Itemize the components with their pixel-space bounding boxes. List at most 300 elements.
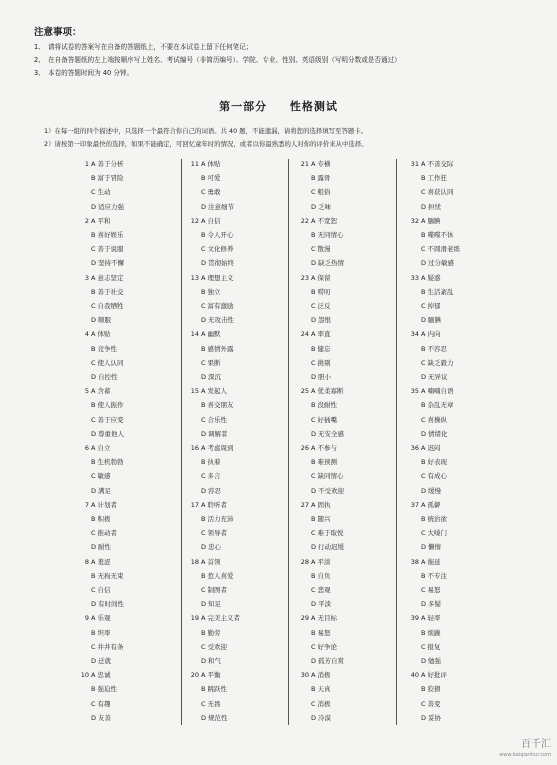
option-d — [78, 484, 178, 498]
question-number: 11 — [190, 160, 199, 168]
option-b — [408, 171, 508, 185]
option-letter: C — [91, 358, 96, 367]
option-letter: B — [311, 401, 316, 410]
question-number: 30 — [300, 671, 309, 680]
option-letter: D — [91, 202, 97, 211]
question-number: 6 — [84, 443, 89, 452]
option-d — [408, 200, 508, 214]
question-item — [78, 327, 178, 384]
option-letter: D — [91, 486, 97, 495]
option-letter: B — [201, 401, 206, 410]
option-text: 难于取悦 — [317, 529, 344, 538]
option-text: 无攻击性 — [208, 316, 235, 325]
option-letter: C — [421, 585, 426, 594]
option-letter: B — [201, 685, 206, 694]
option-d — [78, 540, 178, 554]
option-text: 平衡 — [207, 671, 221, 680]
option-b — [78, 342, 178, 356]
option-d — [78, 370, 178, 384]
option-letter: A — [91, 671, 96, 680]
option-letter: D — [421, 429, 427, 438]
option-a — [298, 214, 398, 228]
option-text: 无拘无束 — [97, 571, 124, 580]
option-letter: A — [421, 387, 426, 396]
question-number: 9 — [84, 614, 89, 623]
option-letter: C — [421, 358, 426, 367]
option-letter: D — [311, 600, 317, 609]
option-letter: D — [311, 372, 317, 381]
option-text: 好批评 — [427, 671, 447, 680]
option-letter: A — [201, 443, 206, 452]
option-text: 果断 — [207, 358, 221, 367]
question-item — [188, 668, 288, 725]
option-c — [298, 185, 398, 199]
option-a — [78, 271, 178, 285]
option-b — [298, 455, 398, 469]
option-b — [298, 682, 398, 696]
option-letter: B — [311, 571, 316, 580]
part-title — [0, 98, 557, 114]
option-letter: D — [421, 600, 427, 609]
option-b — [188, 342, 288, 356]
question-column — [408, 157, 508, 725]
option-text: 自信 — [97, 585, 111, 594]
question-item — [78, 157, 178, 214]
option-c — [188, 185, 288, 199]
option-d — [78, 427, 178, 441]
option-text: 难预测 — [317, 458, 337, 467]
option-text: 敏感 — [97, 472, 111, 481]
option-text: 活力充沛 — [207, 514, 234, 523]
option-d — [408, 711, 508, 725]
option-text: 无异议 — [428, 372, 448, 381]
option-d — [408, 313, 508, 327]
option-text: 不宽恕 — [317, 216, 337, 225]
option-a — [408, 271, 508, 285]
option-text: 含蓄 — [97, 387, 111, 396]
option-letter: D — [201, 486, 207, 495]
option-letter: C — [421, 415, 426, 424]
option-b — [188, 398, 288, 412]
option-text: 不参与 — [317, 443, 337, 452]
note-text: 请将试卷的答案写在自备的答题纸上，不要在本试卷上留下任何笔记； — [48, 43, 253, 51]
option-letter: A — [421, 216, 426, 225]
option-letter: C — [311, 358, 316, 367]
option-text: 自立 — [97, 443, 111, 452]
option-letter: C — [91, 188, 96, 197]
option-letter: C — [421, 301, 426, 310]
option-c — [78, 356, 178, 370]
option-text: 喜好娱乐 — [97, 230, 124, 239]
note-item — [34, 54, 534, 67]
option-text: 平淡 — [318, 600, 332, 609]
option-text: 深沉 — [208, 372, 222, 381]
option-text: 无畏 — [207, 699, 221, 708]
option-text: 腼腆 — [427, 216, 441, 225]
option-text: 首领 — [207, 557, 221, 566]
option-letter: B — [201, 514, 206, 523]
option-letter: B — [91, 458, 96, 467]
question-number: 5 — [84, 387, 89, 396]
option-text: 使人振作 — [97, 401, 124, 410]
option-text: 健忘 — [317, 344, 331, 353]
option-text: 和气 — [208, 656, 222, 665]
question-number: 8 — [84, 557, 89, 566]
option-a — [78, 555, 178, 569]
option-letter: D — [91, 429, 97, 438]
option-text: 喜交朋友 — [207, 401, 234, 410]
option-letter: A — [421, 671, 426, 680]
question-number: 13 — [190, 273, 199, 282]
option-letter: D — [201, 656, 207, 665]
option-text: 考虑周到 — [207, 443, 234, 452]
notes-title: 注意事项： — [34, 27, 82, 38]
option-d — [188, 654, 288, 668]
option-letter: B — [311, 174, 316, 183]
option-a — [408, 214, 508, 228]
option-c — [188, 583, 288, 597]
question-number: 31 — [410, 160, 419, 168]
option-letter: D — [91, 713, 97, 722]
option-letter: B — [421, 571, 426, 580]
option-a — [408, 327, 508, 341]
option-text: 泛反 — [317, 301, 331, 310]
option-letter: B — [91, 685, 96, 694]
option-letter: B — [201, 628, 206, 637]
option-text: 富于冒险 — [97, 174, 124, 183]
option-letter: B — [311, 685, 316, 694]
question-number: 27 — [300, 500, 309, 509]
option-a — [188, 611, 288, 625]
option-text: 可爱 — [207, 174, 221, 183]
option-letter: D — [201, 316, 207, 325]
option-letter: D — [311, 656, 317, 665]
option-letter: A — [201, 500, 206, 509]
option-letter: C — [201, 472, 206, 481]
option-c — [408, 640, 508, 654]
question-item — [188, 214, 288, 271]
option-text: 合乐性 — [207, 415, 228, 424]
option-letter: C — [91, 415, 96, 424]
option-text: 杂乱无章 — [427, 401, 454, 410]
option-c — [298, 526, 398, 540]
option-b — [298, 228, 398, 242]
option-d — [78, 597, 178, 611]
option-text: 坚持不懈 — [98, 259, 125, 268]
question-item — [298, 498, 398, 555]
question-item — [188, 555, 288, 612]
option-letter: A — [421, 443, 426, 452]
option-b — [78, 171, 178, 185]
option-text: 体贴 — [207, 160, 221, 168]
instruction-2: 2）请按第一印象最快的选择，如果不能确定，可回忆童年时的情况，或者以你最熟悉的人对你的评价来从中选择。 — [44, 140, 368, 148]
option-text: 生动 — [97, 188, 111, 197]
option-letter: B — [91, 344, 96, 353]
option-text: 露骨 — [317, 174, 331, 183]
option-a — [188, 668, 288, 682]
option-c — [188, 640, 288, 654]
option-text: 满足 — [98, 486, 112, 495]
option-a — [408, 157, 508, 171]
option-d — [408, 597, 508, 611]
option-text: 挑剔 — [317, 358, 331, 367]
option-text: 意志坚定 — [97, 273, 124, 282]
option-text: 有时间性 — [98, 600, 125, 609]
option-a — [298, 555, 398, 569]
question-number: 2 — [84, 216, 89, 225]
option-letter: B — [91, 230, 96, 239]
option-d — [78, 200, 178, 214]
option-letter: D — [201, 543, 207, 552]
option-letter: D — [421, 202, 427, 211]
option-text: 耐性 — [98, 543, 112, 552]
option-letter: C — [201, 245, 206, 254]
option-text: 不容忍 — [427, 344, 447, 353]
option-letter: C — [91, 529, 96, 538]
option-text: 不专注 — [427, 571, 447, 580]
question-number: 10 — [80, 671, 89, 680]
option-letter: A — [91, 387, 96, 396]
option-text: 多疑 — [428, 600, 442, 609]
question-number: 36 — [410, 443, 419, 452]
option-text: 过分敏感 — [428, 259, 455, 268]
option-letter: D — [311, 713, 317, 722]
option-letter: C — [201, 699, 206, 708]
option-text: 跳跃性 — [207, 685, 227, 694]
option-text: 发起人 — [207, 387, 227, 396]
watermark — [499, 739, 551, 761]
option-letter: A — [311, 614, 316, 623]
option-text: 保留 — [317, 273, 331, 282]
option-letter: C — [201, 415, 206, 424]
watermark-text: 百千汇 — [521, 739, 551, 750]
question-number: 17 — [190, 500, 199, 509]
option-text: 拖延 — [427, 557, 441, 566]
option-c — [188, 697, 288, 711]
option-a — [78, 441, 178, 455]
option-b — [298, 342, 398, 356]
option-text: 情绪化 — [428, 429, 448, 438]
question-item — [78, 214, 178, 271]
option-text: 积极 — [97, 514, 111, 523]
option-letter: C — [311, 301, 316, 310]
option-text: 缺同情心 — [317, 472, 344, 481]
option-text: 井井有条 — [97, 642, 124, 651]
option-c — [408, 413, 508, 427]
question-item — [298, 157, 398, 214]
option-b — [188, 455, 288, 469]
option-letter: D — [311, 259, 317, 268]
option-b — [298, 569, 398, 583]
option-text: 聆听者 — [207, 500, 227, 509]
option-c — [188, 356, 288, 370]
option-c — [188, 469, 288, 483]
option-text: 执着 — [207, 458, 221, 467]
question-item — [188, 384, 288, 441]
option-text: 消极 — [317, 699, 331, 708]
option-letter: A — [201, 273, 206, 282]
option-letter: B — [201, 571, 206, 580]
option-letter: D — [421, 372, 427, 381]
option-text: 掉郁 — [427, 301, 441, 310]
option-letter: D — [421, 259, 427, 268]
option-text: 自信 — [207, 216, 221, 225]
option-a — [298, 271, 398, 285]
note-number: 3、 — [34, 69, 45, 77]
option-text: 感情外露 — [207, 344, 234, 353]
option-c — [78, 242, 178, 256]
question-number: 19 — [190, 614, 199, 623]
option-b — [298, 285, 398, 299]
option-a — [298, 611, 398, 625]
option-text: 注意细节 — [208, 202, 235, 211]
option-letter: C — [311, 188, 316, 197]
option-text: 冷漠 — [318, 713, 332, 722]
question-item — [298, 668, 398, 725]
option-letter: A — [311, 387, 316, 396]
part-label: 第一部分 — [219, 100, 268, 113]
option-d — [188, 597, 288, 611]
question-item — [298, 441, 398, 498]
option-letter: C — [421, 642, 426, 651]
option-letter: C — [311, 529, 316, 538]
option-b — [78, 626, 178, 640]
option-text: 怨恨 — [318, 316, 332, 325]
option-d — [408, 654, 508, 668]
option-text: 无目标 — [317, 614, 337, 623]
option-b — [408, 682, 508, 696]
option-a — [408, 555, 508, 569]
option-d — [78, 313, 178, 327]
option-letter: A — [91, 557, 96, 566]
question-item — [298, 611, 398, 668]
option-letter: A — [91, 500, 96, 509]
option-letter: A — [311, 160, 316, 168]
question-number: 35 — [410, 387, 419, 396]
instruction-1: 1）在每一组的四个描述中，只选择一个最符合你自己的词语。共 40 题，不能遗漏，请将您的选择填写至答题卡。 — [44, 127, 368, 135]
option-text: 惹人喜爱 — [207, 571, 234, 580]
option-a — [298, 498, 398, 512]
option-letter: C — [311, 699, 316, 708]
question-item — [298, 327, 398, 384]
option-text: 内向 — [427, 330, 441, 339]
option-d — [298, 597, 398, 611]
option-letter: D — [311, 543, 317, 552]
option-text: 迟闷 — [427, 443, 441, 452]
option-letter: B — [311, 458, 316, 467]
option-letter: B — [421, 174, 426, 183]
option-text: 完美主义者 — [207, 614, 240, 623]
option-letter: B — [91, 174, 96, 183]
option-text: 善于社交 — [97, 287, 124, 296]
option-text: 善于应变 — [97, 415, 124, 424]
option-b — [298, 512, 398, 526]
question-item — [188, 498, 288, 555]
question-number: 29 — [300, 614, 309, 623]
option-d — [188, 427, 288, 441]
option-d — [298, 200, 398, 214]
option-d — [298, 654, 398, 668]
option-letter: B — [311, 344, 316, 353]
option-text: 好插嘴 — [317, 415, 338, 424]
option-c — [78, 185, 178, 199]
option-text: 顺服 — [98, 316, 112, 325]
question-number: 4 — [84, 330, 89, 339]
option-text: 竞争性 — [97, 344, 117, 353]
option-d — [298, 711, 398, 725]
option-text: 自控性 — [98, 372, 118, 381]
option-b — [78, 228, 178, 242]
option-text: 勇敢 — [207, 188, 221, 197]
option-letter: C — [201, 188, 206, 197]
option-letter: B — [201, 174, 206, 183]
option-text: 报复 — [427, 642, 441, 651]
option-d — [298, 256, 398, 270]
option-letter: A — [91, 160, 96, 168]
option-letter: D — [201, 202, 207, 211]
option-text: 生活紊乱 — [427, 287, 454, 296]
option-text: 令人开心 — [207, 230, 234, 239]
option-letter: C — [311, 642, 316, 651]
option-d — [298, 313, 398, 327]
question-number: 33 — [410, 273, 419, 282]
option-a — [188, 555, 288, 569]
option-text: 理想主义 — [207, 273, 234, 282]
question-item — [298, 555, 398, 612]
question-item — [188, 611, 288, 668]
question-item — [408, 384, 508, 441]
option-letter: C — [91, 642, 96, 651]
option-letter: B — [91, 628, 96, 637]
option-text: 善变 — [427, 699, 441, 708]
option-text: 狡猾 — [427, 685, 441, 694]
question-item — [408, 498, 508, 555]
option-a — [408, 384, 508, 398]
option-c — [408, 697, 508, 711]
option-c — [188, 526, 288, 540]
option-a — [408, 668, 508, 682]
option-text: 天真 — [317, 685, 331, 694]
option-d — [188, 370, 288, 384]
option-text: 喃喃自语 — [427, 387, 454, 396]
question-grid — [78, 157, 518, 725]
option-b — [408, 626, 508, 640]
option-text: 容忍 — [208, 486, 222, 495]
watermark-url: www.baiqianhui.com — [499, 752, 551, 758]
option-a — [78, 214, 178, 228]
option-letter: D — [91, 656, 97, 665]
option-text: 受欢迎 — [207, 642, 228, 651]
option-a — [188, 271, 288, 285]
option-c — [408, 242, 508, 256]
option-letter: A — [311, 330, 316, 339]
question-number: 24 — [300, 330, 309, 339]
question-item — [188, 441, 288, 498]
option-letter: D — [91, 259, 97, 268]
note-number: 1、 — [34, 43, 45, 51]
option-letter: D — [311, 316, 317, 325]
option-letter: B — [311, 514, 316, 523]
option-b — [188, 228, 288, 242]
option-text: 多言 — [207, 472, 221, 481]
option-letter: A — [311, 500, 316, 509]
option-letter: D — [201, 259, 207, 268]
option-a — [78, 611, 178, 625]
note-text: 在自备答题纸的左上端按顺序写上姓名、考试编号（非简历编号）、学院、专业、性别、英语级别（写明分数或是否通过） — [48, 56, 401, 64]
option-a — [408, 498, 508, 512]
option-a — [188, 384, 288, 398]
option-text: 富有激励 — [207, 301, 234, 310]
